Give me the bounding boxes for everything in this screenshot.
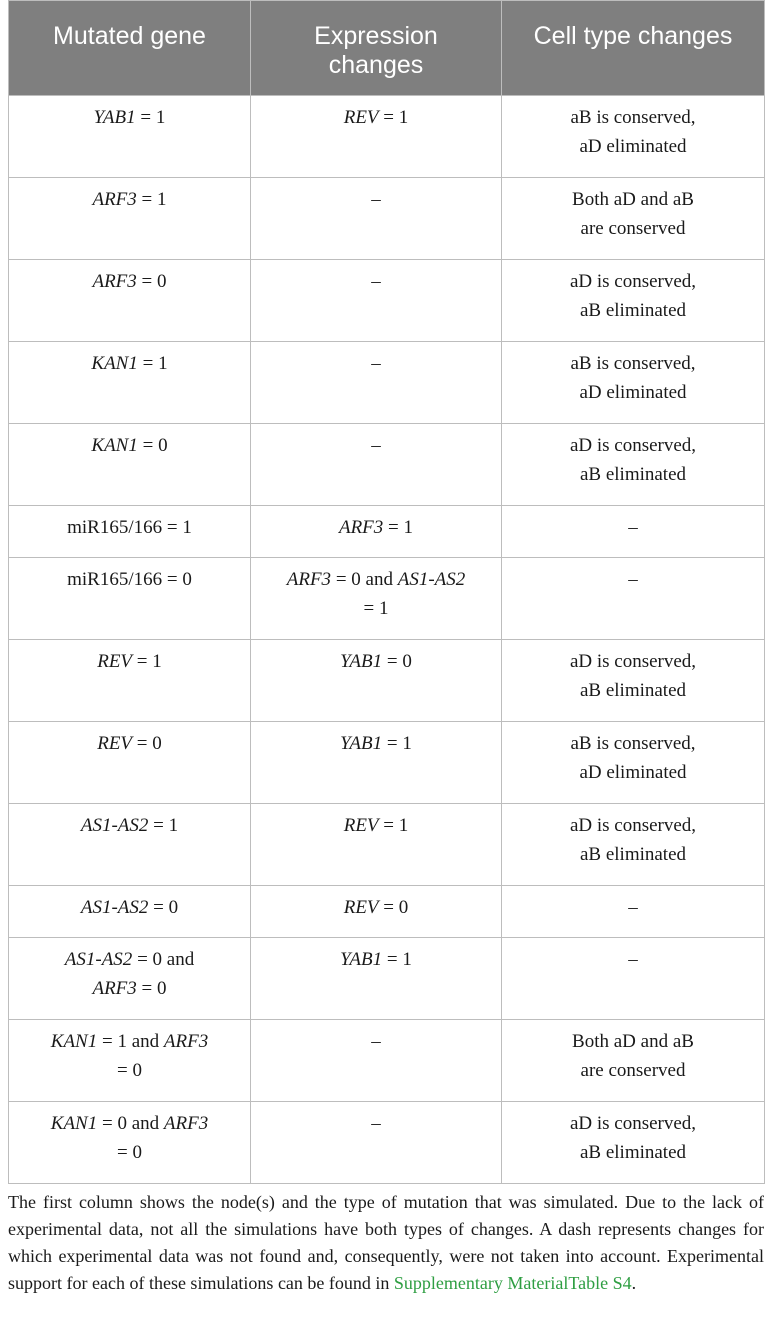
table-header-row xyxy=(9,1,765,96)
expression-changes-cell: – xyxy=(251,424,502,506)
cell-type-changes-cell: aD is conserved, aB eliminated xyxy=(502,640,765,722)
table-row xyxy=(9,96,765,178)
expression-changes-cell: ARF3 = 1 xyxy=(251,506,502,558)
expression-changes-cell: – xyxy=(251,178,502,260)
mutated-gene-cell: AS1-AS2 = 0 and ARF3 = 0 xyxy=(9,938,251,1020)
expression-changes-cell: YAB1 = 1 xyxy=(251,938,502,1020)
mutated-gene-cell: AS1-AS2 = 0 xyxy=(9,886,251,938)
cell-type-changes-cell: – xyxy=(502,938,765,1020)
expression-changes-cell: REV = 1 xyxy=(251,96,502,178)
mutated-gene-cell: YAB1 = 1 xyxy=(9,96,251,178)
cell-type-changes-cell: – xyxy=(502,558,765,640)
mutated-gene-cell: miR165/166 = 0 xyxy=(9,558,251,640)
mutated-gene-cell: AS1-AS2 = 1 xyxy=(9,804,251,886)
expression-changes-cell: YAB1 = 1 xyxy=(251,722,502,804)
expression-changes-cell: – xyxy=(251,260,502,342)
expression-changes-cell: REV = 0 xyxy=(251,886,502,938)
table-row xyxy=(9,804,765,886)
header-mutated-gene: Mutated gene xyxy=(9,1,251,96)
mutated-gene-cell: KAN1 = 0 xyxy=(9,424,251,506)
table-row xyxy=(9,640,765,722)
table-row xyxy=(9,260,765,342)
table-row xyxy=(9,342,765,424)
expression-changes-cell: ARF3 = 0 and AS1-AS2 = 1 xyxy=(251,558,502,640)
mutated-gene-cell: KAN1 = 1 and ARF3 = 0 xyxy=(9,1020,251,1102)
mutation-table xyxy=(8,0,765,1184)
mutated-gene-cell: ARF3 = 1 xyxy=(9,178,251,260)
cell-type-changes-cell: aB is conserved, aD eliminated xyxy=(502,96,765,178)
header-expression-changes: Expression changes xyxy=(251,1,502,96)
supplementary-link[interactable]: Supplementary MaterialTable S4 xyxy=(393,1273,632,1293)
cell-type-changes-cell: aB is conserved, aD eliminated xyxy=(502,342,765,424)
table-footnote: The first column shows the node(s) and the type of mutation that was simulated. Due to the lack of experimental data, not all the simulations have both types of changes. A dash represents changes for which experimental data was not found and, consequently, were not taken into account. Experimental support for each of these simulations can be found in Supplementary MaterialTable S4. xyxy=(8,1192,764,1293)
cell-type-changes-cell: – xyxy=(502,886,765,938)
expression-changes-cell: – xyxy=(251,1020,502,1102)
header-cell-type-changes: Cell type changes xyxy=(502,1,765,96)
table-row xyxy=(9,1020,765,1102)
cell-type-changes-cell: aD is conserved, aB eliminated xyxy=(502,424,765,506)
mutated-gene-cell: KAN1 = 1 xyxy=(9,342,251,424)
table-row xyxy=(9,1102,765,1184)
mutated-gene-cell: KAN1 = 0 and ARF3 = 0 xyxy=(9,1102,251,1184)
expression-changes-cell: REV = 1 xyxy=(251,804,502,886)
table-row xyxy=(9,424,765,506)
table-row xyxy=(9,506,765,558)
table-row xyxy=(9,558,765,640)
cell-type-changes-cell: – xyxy=(502,506,765,558)
table-row xyxy=(9,938,765,1020)
mutated-gene-cell: ARF3 = 0 xyxy=(9,260,251,342)
cell-type-changes-cell: Both aD and aB are conserved xyxy=(502,1020,765,1102)
mutated-gene-cell: REV = 0 xyxy=(9,722,251,804)
expression-changes-cell: – xyxy=(251,1102,502,1184)
cell-type-changes-cell: aD is conserved, aB eliminated xyxy=(502,1102,765,1184)
expression-changes-cell: – xyxy=(251,342,502,424)
cell-type-changes-cell: aD is conserved, aB eliminated xyxy=(502,804,765,886)
expression-changes-cell: YAB1 = 0 xyxy=(251,640,502,722)
mutated-gene-cell: miR165/166 = 1 xyxy=(9,506,251,558)
cell-type-changes-cell: Both aD and aB are conserved xyxy=(502,178,765,260)
table-row xyxy=(9,722,765,804)
cell-type-changes-cell: aD is conserved, aB eliminated xyxy=(502,260,765,342)
cell-type-changes-cell: aB is conserved, aD eliminated xyxy=(502,722,765,804)
mutated-gene-cell: REV = 1 xyxy=(9,640,251,722)
table-row xyxy=(9,178,765,260)
table-row xyxy=(9,886,765,938)
